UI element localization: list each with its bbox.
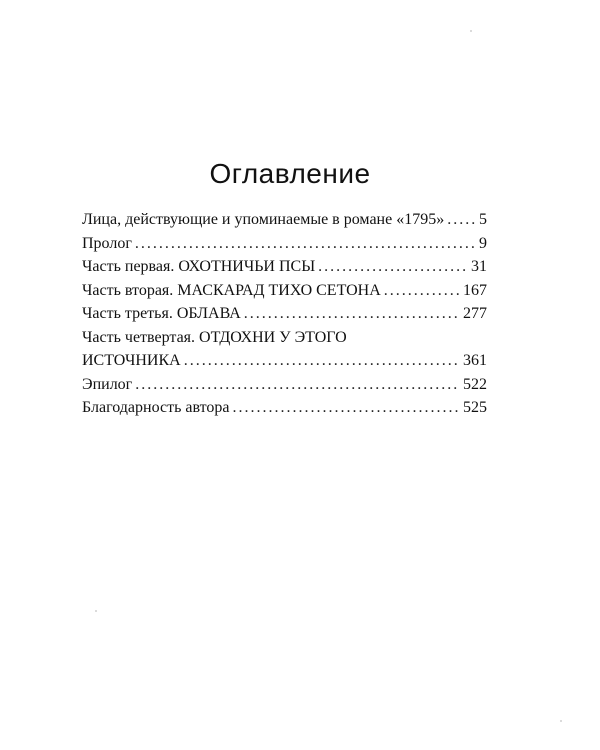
table-of-contents <box>82 208 487 420</box>
toc-entry-label-line1: Часть четвертая. ОТДОХНИ У ЭТОГО <box>82 328 347 346</box>
dot-leader <box>318 255 468 279</box>
toc-entry <box>82 279 487 303</box>
dot-leader <box>384 279 460 303</box>
toc-entry-page: 9 <box>479 234 487 252</box>
toc-entry <box>82 208 487 232</box>
toc-entry-label: Эпилог <box>82 375 133 393</box>
toc-entry-page: 31 <box>471 258 487 275</box>
toc-entry-label-line2: ИСТОЧНИКА <box>82 352 181 369</box>
dot-leader <box>135 232 476 256</box>
toc-entry <box>82 373 487 397</box>
toc-entry-label: Лица, действующие и упоминаемые в романе «1795» <box>82 211 445 228</box>
dot-leader <box>447 208 476 232</box>
toc-entry-label: Часть третья. ОБЛАВА <box>82 305 241 322</box>
dot-leader <box>233 396 461 420</box>
toc-entry-label: Пролог <box>82 234 132 252</box>
toc-entry <box>82 349 487 373</box>
toc-entry-label: Благодарность автора <box>82 399 230 416</box>
toc-entry-page: 525 <box>463 399 487 416</box>
toc-entry-page: 167 <box>463 281 487 299</box>
toc-entry <box>82 232 487 256</box>
toc-entry-page: 277 <box>463 305 487 322</box>
toc-entry-label: Часть первая. ОХОТНИЧЬИ ПСЫ <box>82 258 316 275</box>
table-of-contents-heading: Оглавление <box>209 158 371 189</box>
toc-entry <box>82 396 487 420</box>
toc-entry-label: Часть вторая. МАСКАРАД ТИХО СЕТОНА <box>82 281 381 299</box>
toc-entry-page: 522 <box>463 375 487 393</box>
toc-entry <box>82 255 487 279</box>
scan-speck <box>560 720 562 722</box>
dot-leader <box>135 373 460 397</box>
dot-leader <box>244 302 460 326</box>
scan-speck <box>95 610 97 612</box>
toc-entry-page: 5 <box>479 211 487 228</box>
toc-entry-page: 361 <box>463 352 487 369</box>
toc-entry <box>82 302 487 326</box>
scan-speck <box>470 30 472 32</box>
dot-leader <box>184 349 460 373</box>
